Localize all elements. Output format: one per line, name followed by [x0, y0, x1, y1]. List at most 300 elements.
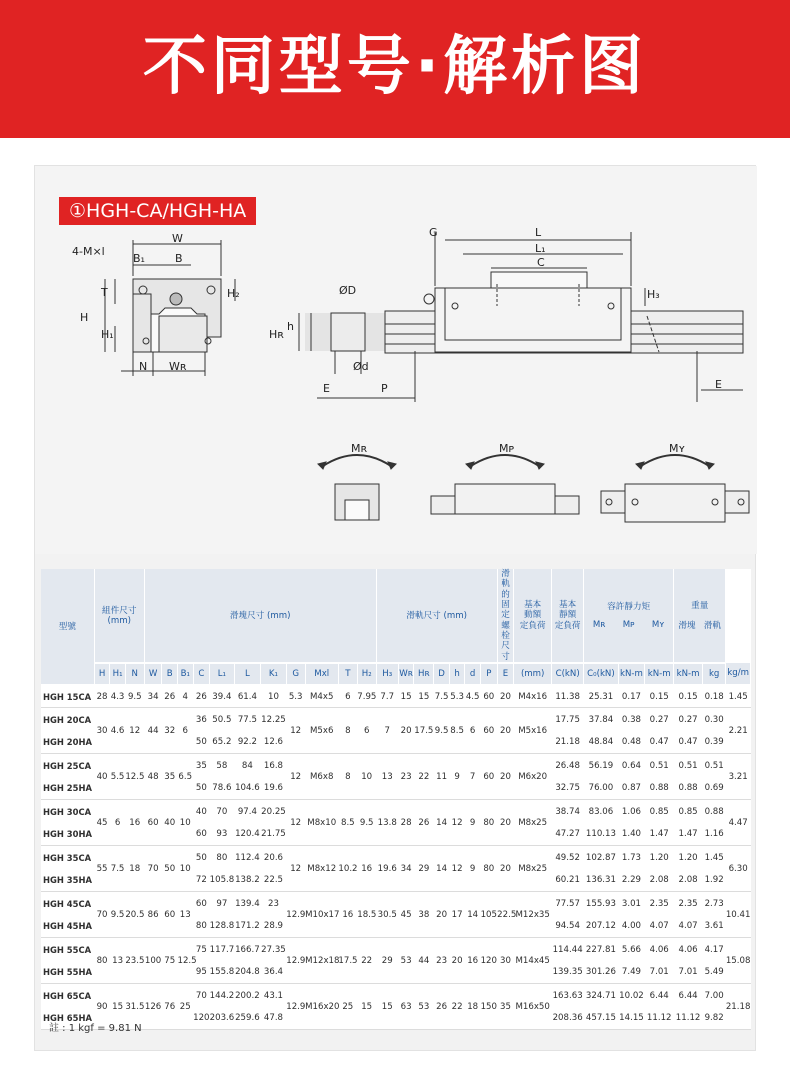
- table-cell: 27.35: [261, 944, 286, 955]
- table-cell: 15: [414, 685, 434, 708]
- table-cell: 1.92: [703, 869, 726, 892]
- table-cell: 17: [449, 892, 465, 938]
- table-cell: 1.73: [621, 852, 642, 863]
- technical-drawing: [35, 166, 757, 554]
- table-cell: 18: [465, 984, 481, 1030]
- label-WR: Wʀ: [169, 360, 187, 373]
- table-cell: 77.57: [555, 898, 580, 909]
- header-assembly: 組件尺寸 (mm): [94, 569, 144, 663]
- table-cell: 120: [193, 1007, 210, 1030]
- table-cell: 45: [398, 892, 414, 938]
- table-cell: 0.15: [674, 685, 703, 708]
- table-cell: 1.16: [703, 823, 726, 846]
- table-cell: 60.21: [552, 869, 584, 892]
- table-cell: 7.49: [618, 961, 645, 984]
- table-cell: 40: [162, 800, 178, 846]
- table-cell: 0.85: [678, 806, 698, 817]
- table-cell: 94.54: [552, 915, 584, 938]
- table-cell: M8x10: [305, 800, 338, 846]
- table-cell: 259.6: [234, 1007, 261, 1030]
- table-cell: 12: [449, 846, 465, 892]
- table-cell: 0.64: [621, 760, 642, 771]
- column-header: L: [234, 663, 261, 685]
- table-cell: 26.48: [555, 760, 580, 771]
- table-cell: M4x5: [305, 685, 338, 708]
- table-cell: 4.6: [110, 708, 126, 754]
- label-H2: H₂: [227, 287, 240, 300]
- column-header: H₁: [110, 663, 126, 685]
- table-cell: 12.5: [177, 938, 193, 984]
- table-cell: 97: [216, 898, 228, 909]
- table-cell: 28: [398, 800, 414, 846]
- model-cell: HGH 65CA: [43, 990, 92, 1001]
- table-cell: 20.6: [263, 852, 284, 863]
- table-cell: 23: [398, 754, 414, 800]
- column-header: C(kN): [552, 663, 584, 685]
- table-cell: 16.8: [263, 760, 284, 771]
- table-cell: 5.5: [110, 754, 126, 800]
- table-cell: 8: [338, 708, 357, 754]
- table-cell: 227.81: [585, 944, 616, 955]
- column-header: H₂: [357, 663, 376, 685]
- table-cell: 10.41: [726, 892, 751, 938]
- table-cell: 19.6: [376, 846, 398, 892]
- table-cell: M5x16: [514, 708, 552, 754]
- table-cell: 95: [193, 961, 210, 984]
- table-cell: 35: [497, 984, 514, 1030]
- header-moment-mp: Mᴘ: [622, 620, 635, 631]
- table-cell: 0.18: [703, 685, 726, 708]
- table-cell: 6.44: [649, 990, 669, 1001]
- label-MR: Mʀ: [351, 442, 368, 455]
- table-cell: 0.85: [649, 806, 669, 817]
- label-phiD: ØD: [339, 284, 357, 297]
- table-cell: 8.5: [449, 708, 465, 754]
- table-cell: 112.4: [235, 852, 260, 863]
- table-cell: 11.38: [552, 685, 584, 708]
- label-L: L: [535, 226, 542, 239]
- table-cell: 0.27: [649, 714, 669, 725]
- table-cell: 1.06: [621, 806, 642, 817]
- spec-panel: [34, 165, 756, 1051]
- table-cell: 16: [125, 800, 144, 846]
- table-cell: 13: [110, 938, 126, 984]
- table-cell: 171.2: [234, 915, 261, 938]
- table-cell: 12.6: [261, 731, 287, 754]
- table-cell: 7.00: [704, 990, 724, 1001]
- table-cell: 0.87: [618, 777, 645, 800]
- column-header: Hʀ: [414, 663, 434, 685]
- table-cell: 2.21: [726, 708, 751, 754]
- header-moment-mr: Mʀ: [592, 620, 606, 631]
- table-cell: 10: [177, 800, 193, 846]
- table-cell: 76.00: [584, 777, 618, 800]
- column-header: D: [434, 663, 450, 685]
- column-header: K₁: [261, 663, 287, 685]
- label-B1: B₁: [133, 252, 145, 265]
- table-cell: 92.2: [234, 731, 261, 754]
- table-cell: 29: [414, 846, 434, 892]
- table-cell: 12: [286, 754, 305, 800]
- table-cell: 2.29: [618, 869, 645, 892]
- table-cell: 155.93: [585, 898, 616, 909]
- table-cell: 18: [125, 846, 144, 892]
- table-cell: 457.15: [584, 1007, 618, 1030]
- table-cell: 75: [162, 938, 178, 984]
- table-cell: 80: [480, 846, 497, 892]
- table-cell: M16x20: [305, 984, 338, 1030]
- table-cell: 5.3: [449, 685, 465, 708]
- column-header: (mm): [514, 663, 552, 685]
- table-cell: 20.5: [125, 892, 144, 938]
- label-L1: L₁: [535, 242, 546, 255]
- column-header: kN-m: [645, 663, 674, 685]
- table-cell: M16x50: [514, 984, 552, 1030]
- column-header: kN-m: [618, 663, 645, 685]
- table-cell: 5.49: [703, 961, 726, 984]
- table-cell: M8x12: [305, 846, 338, 892]
- table-cell: 15: [357, 984, 376, 1030]
- table-cell: 16: [338, 892, 357, 938]
- table-cell: 12.9: [286, 892, 305, 938]
- table-cell: 20: [497, 708, 514, 754]
- table-row: [41, 708, 751, 731]
- table-cell: 7.01: [645, 961, 674, 984]
- table-cell: 6: [338, 685, 357, 708]
- column-header: L₁: [210, 663, 234, 685]
- moment-MY-diagram: [601, 455, 749, 522]
- table-cell: 104.6: [234, 777, 261, 800]
- diagram-area: [35, 166, 757, 554]
- table-cell: 5.3: [286, 685, 305, 708]
- label-H1: H₁: [101, 328, 114, 341]
- header-block: 滑塊尺寸 (mm): [144, 569, 376, 663]
- side-view-diagram: [299, 232, 743, 402]
- table-cell: M12x35: [514, 892, 552, 938]
- table-cell: 23.5: [125, 938, 144, 984]
- table-cell: 22: [449, 984, 465, 1030]
- table-cell: 21.18: [552, 731, 584, 754]
- table-cell: 53: [414, 984, 434, 1030]
- table-cell: 47.27: [552, 823, 584, 846]
- table-cell: 138.2: [234, 869, 261, 892]
- table-cell: M8x25: [514, 800, 552, 846]
- column-header: W: [144, 663, 162, 685]
- table-cell: 14.15: [618, 1007, 645, 1030]
- table-row: [41, 800, 751, 823]
- table-cell: 75: [195, 944, 207, 955]
- table-cell: 21.75: [261, 823, 287, 846]
- table-cell: 38.74: [555, 806, 580, 817]
- table-cell: 45: [94, 800, 110, 846]
- table-cell: 20: [497, 800, 514, 846]
- table-cell: 10: [261, 685, 287, 708]
- banner-title: 不同型号·解析图: [142, 30, 648, 104]
- header-static-load: 基本 靜額 定負荷: [552, 569, 584, 663]
- table-cell: 150: [480, 984, 497, 1030]
- table-cell: 25: [177, 984, 193, 1030]
- header-bolt: 滑軌的 固定螺 栓尺寸: [497, 569, 514, 663]
- table-cell: 80: [193, 915, 210, 938]
- table-cell: 207.12: [584, 915, 618, 938]
- table-cell: 4.06: [649, 944, 669, 955]
- table-cell: 19.6: [261, 777, 287, 800]
- table-cell: 13.8: [376, 800, 398, 846]
- table-cell: 17.5: [338, 938, 357, 984]
- table-cell: 30.5: [376, 892, 398, 938]
- table-cell: 12: [286, 708, 305, 754]
- table-cell: 9: [465, 800, 481, 846]
- table-cell: 16: [465, 938, 481, 984]
- table-cell: 12: [125, 708, 144, 754]
- table-cell: 60: [162, 892, 178, 938]
- model-cell: HGH 65HA: [41, 1007, 94, 1030]
- table-cell: 0.15: [645, 685, 674, 708]
- label-H3: H₃: [647, 288, 660, 301]
- table-cell: 4.3: [110, 685, 126, 708]
- table-cell: 34: [144, 685, 162, 708]
- table-cell: 7: [376, 708, 398, 754]
- model-cell: HGH 15CA: [41, 685, 94, 708]
- table-cell: 7.7: [376, 685, 398, 708]
- table-cell: 9.82: [703, 1007, 726, 1030]
- table-cell: 155.8: [210, 961, 234, 984]
- table-cell: 6.5: [177, 754, 193, 800]
- model-cell: HGH 55HA: [41, 961, 94, 984]
- label-G: G: [429, 226, 438, 239]
- table-cell: 48: [144, 754, 162, 800]
- table-cell: 32: [162, 708, 178, 754]
- table-cell: 4: [177, 685, 193, 708]
- table-cell: 70: [144, 846, 162, 892]
- model-cell: HGH 45CA: [43, 898, 92, 909]
- label-mounting: 4-M×l: [72, 245, 105, 258]
- model-cell: HGH 55CA: [43, 944, 92, 955]
- table-cell: 60: [144, 800, 162, 846]
- table-cell: 13: [376, 754, 398, 800]
- table-cell: 163.63: [552, 990, 583, 1001]
- table-cell: 14: [434, 800, 450, 846]
- table-cell: 78.6: [210, 777, 234, 800]
- table-cell: 50: [193, 731, 210, 754]
- table-cell: 1.20: [649, 852, 669, 863]
- table-cell: 34: [398, 846, 414, 892]
- table-cell: 9.5: [125, 685, 144, 708]
- table-cell: 12.9: [286, 938, 305, 984]
- table-cell: 0.30: [704, 714, 724, 725]
- table-cell: 22: [357, 938, 376, 984]
- table-cell: 14: [434, 846, 450, 892]
- table-cell: 35: [162, 754, 178, 800]
- table-cell: 84: [241, 760, 253, 771]
- table-cell: 20: [449, 938, 465, 984]
- table-cell: 1.20: [678, 852, 698, 863]
- table-cell: 4.07: [674, 915, 703, 938]
- table-cell: M5x6: [305, 708, 338, 754]
- table-cell: 77.5: [237, 714, 257, 725]
- column-header: E: [497, 663, 514, 685]
- table-cell: 25: [338, 984, 357, 1030]
- label-B: B: [175, 252, 183, 265]
- column-header: kN-m: [674, 663, 703, 685]
- table-cell: 20: [434, 892, 450, 938]
- table-cell: 23: [268, 898, 279, 909]
- column-header: Mxl: [305, 663, 338, 685]
- table-cell: 15: [398, 685, 414, 708]
- table-cell: 47.8: [261, 1007, 287, 1030]
- table-cell: 4.07: [645, 915, 674, 938]
- table-cell: 29: [376, 938, 398, 984]
- header-moment: [584, 569, 674, 663]
- label-P: P: [381, 382, 388, 395]
- table-cell: 97.4: [237, 806, 257, 817]
- table-cell: 36.4: [261, 961, 287, 984]
- table-cell: 1.40: [618, 823, 645, 846]
- table-cell: M14x45: [514, 938, 552, 984]
- table-cell: 7.5: [434, 685, 450, 708]
- table-cell: 6: [465, 708, 481, 754]
- model-cell: HGH 20CA: [43, 714, 92, 725]
- table-cell: 83.06: [588, 806, 614, 817]
- table-cell: 12.25: [261, 714, 286, 725]
- table-cell: 0.51: [704, 760, 724, 771]
- header-weight-label: 重量: [691, 601, 709, 612]
- table-cell: 70: [94, 892, 110, 938]
- table-cell: 2.35: [649, 898, 669, 909]
- header-dynamic-load: 基本 動額 定負荷: [514, 569, 552, 663]
- column-header: T: [338, 663, 357, 685]
- model-cell: HGH 25CA: [43, 760, 92, 771]
- table-cell: 48.84: [584, 731, 618, 754]
- table-cell: 4.47: [726, 800, 751, 846]
- header-moment-my: Mʏ: [651, 620, 665, 631]
- table-cell: 12.9: [286, 984, 305, 1030]
- model-cell: HGH 35CA: [43, 852, 92, 863]
- table-cell: 7.95: [357, 685, 376, 708]
- table-cell: 43.1: [263, 990, 284, 1001]
- table-cell: 4.00: [618, 915, 645, 938]
- table-cell: 2.08: [645, 869, 674, 892]
- table-cell: 324.71: [585, 990, 616, 1001]
- table-cell: 50: [195, 852, 207, 863]
- table-cell: 9.5: [110, 892, 126, 938]
- table-cell: 17.5: [414, 708, 434, 754]
- moment-MP-diagram: [431, 455, 579, 514]
- table-cell: 25.31: [584, 685, 618, 708]
- table-cell: 36: [195, 714, 207, 725]
- label-E-right: E: [715, 378, 722, 391]
- table-cell: 22.5: [497, 892, 514, 938]
- table-cell: 15: [110, 984, 126, 1030]
- table-cell: 15.08: [726, 938, 751, 984]
- label-h: h: [287, 320, 294, 333]
- table-cell: 39.4: [210, 685, 234, 708]
- table-cell: 61.4: [234, 685, 261, 708]
- table-cell: 22.5: [261, 869, 287, 892]
- column-header: C₀(kN): [584, 663, 618, 685]
- table-cell: 0.39: [703, 731, 726, 754]
- table-row: [41, 685, 751, 708]
- label-N: N: [139, 360, 148, 373]
- column-header: N: [125, 663, 144, 685]
- table-cell: 80: [480, 800, 497, 846]
- table-cell: 0.27: [678, 714, 698, 725]
- table-cell: 6.30: [726, 846, 751, 892]
- column-header: kg/m: [726, 663, 751, 685]
- table-cell: 100: [144, 938, 162, 984]
- label-MP: Mᴘ: [499, 442, 515, 455]
- table-cell: 15: [376, 984, 398, 1030]
- table-cell: 20: [497, 846, 514, 892]
- table-cell: 23: [434, 938, 450, 984]
- table-cell: 13: [177, 892, 193, 938]
- table-cell: 0.38: [621, 714, 642, 725]
- table-cell: 9: [465, 846, 481, 892]
- table-row: [41, 938, 751, 961]
- label-MY: Mʏ: [669, 442, 686, 455]
- table-cell: 301.26: [584, 961, 618, 984]
- table-cell: 72: [193, 869, 210, 892]
- table-cell: 30: [94, 708, 110, 754]
- header-moment-label: 容許靜力矩: [607, 602, 651, 613]
- column-header: kg: [703, 663, 726, 685]
- table-cell: 20: [398, 708, 414, 754]
- table-cell: 12.5: [125, 754, 144, 800]
- table-row: [41, 984, 751, 1007]
- header-weight: [674, 569, 726, 663]
- table-cell: 0.88: [645, 777, 674, 800]
- table-cell: 55: [94, 846, 110, 892]
- table-cell: 3.61: [703, 915, 726, 938]
- table-cell: 80: [216, 852, 228, 863]
- table-cell: 0.17: [618, 685, 645, 708]
- table-cell: 10: [177, 846, 193, 892]
- table-cell: 7.5: [110, 846, 126, 892]
- table-cell: 86: [144, 892, 162, 938]
- table-cell: 10: [357, 754, 376, 800]
- table-cell: 12: [286, 800, 305, 846]
- table-cell: 38: [414, 892, 434, 938]
- table-cell: 1.47: [674, 823, 703, 846]
- label-H: H: [80, 311, 89, 324]
- table-cell: 26: [193, 685, 210, 708]
- table-cell: 40: [195, 806, 207, 817]
- front-view-diagram: [105, 240, 235, 376]
- header-weight-block: 滑塊: [678, 621, 696, 632]
- table-cell: 10.2: [338, 846, 357, 892]
- table-cell: M6x8: [305, 754, 338, 800]
- table-cell: 139.4: [235, 898, 260, 909]
- title-banner: [0, 0, 790, 138]
- table-cell: 7.01: [674, 961, 703, 984]
- model-label: ①HGH-CA/HGH-HA: [59, 197, 256, 225]
- table-cell: 7: [465, 754, 481, 800]
- table-cell: 60: [195, 898, 207, 909]
- table-cell: 166.7: [235, 944, 260, 955]
- table-cell: 32.75: [552, 777, 584, 800]
- table-cell: 2.73: [704, 898, 724, 909]
- table-cell: 200.2: [235, 990, 260, 1001]
- table-cell: 0.47: [674, 731, 703, 754]
- table-cell: 4.5: [465, 685, 481, 708]
- table-cell: 120.4: [234, 823, 261, 846]
- table-cell: 110.13: [584, 823, 618, 846]
- table-cell: 3.21: [726, 754, 751, 800]
- column-header: C: [193, 663, 210, 685]
- table-row: [41, 846, 751, 869]
- table-cell: 90: [94, 984, 110, 1030]
- table-cell: M12x18: [305, 938, 338, 984]
